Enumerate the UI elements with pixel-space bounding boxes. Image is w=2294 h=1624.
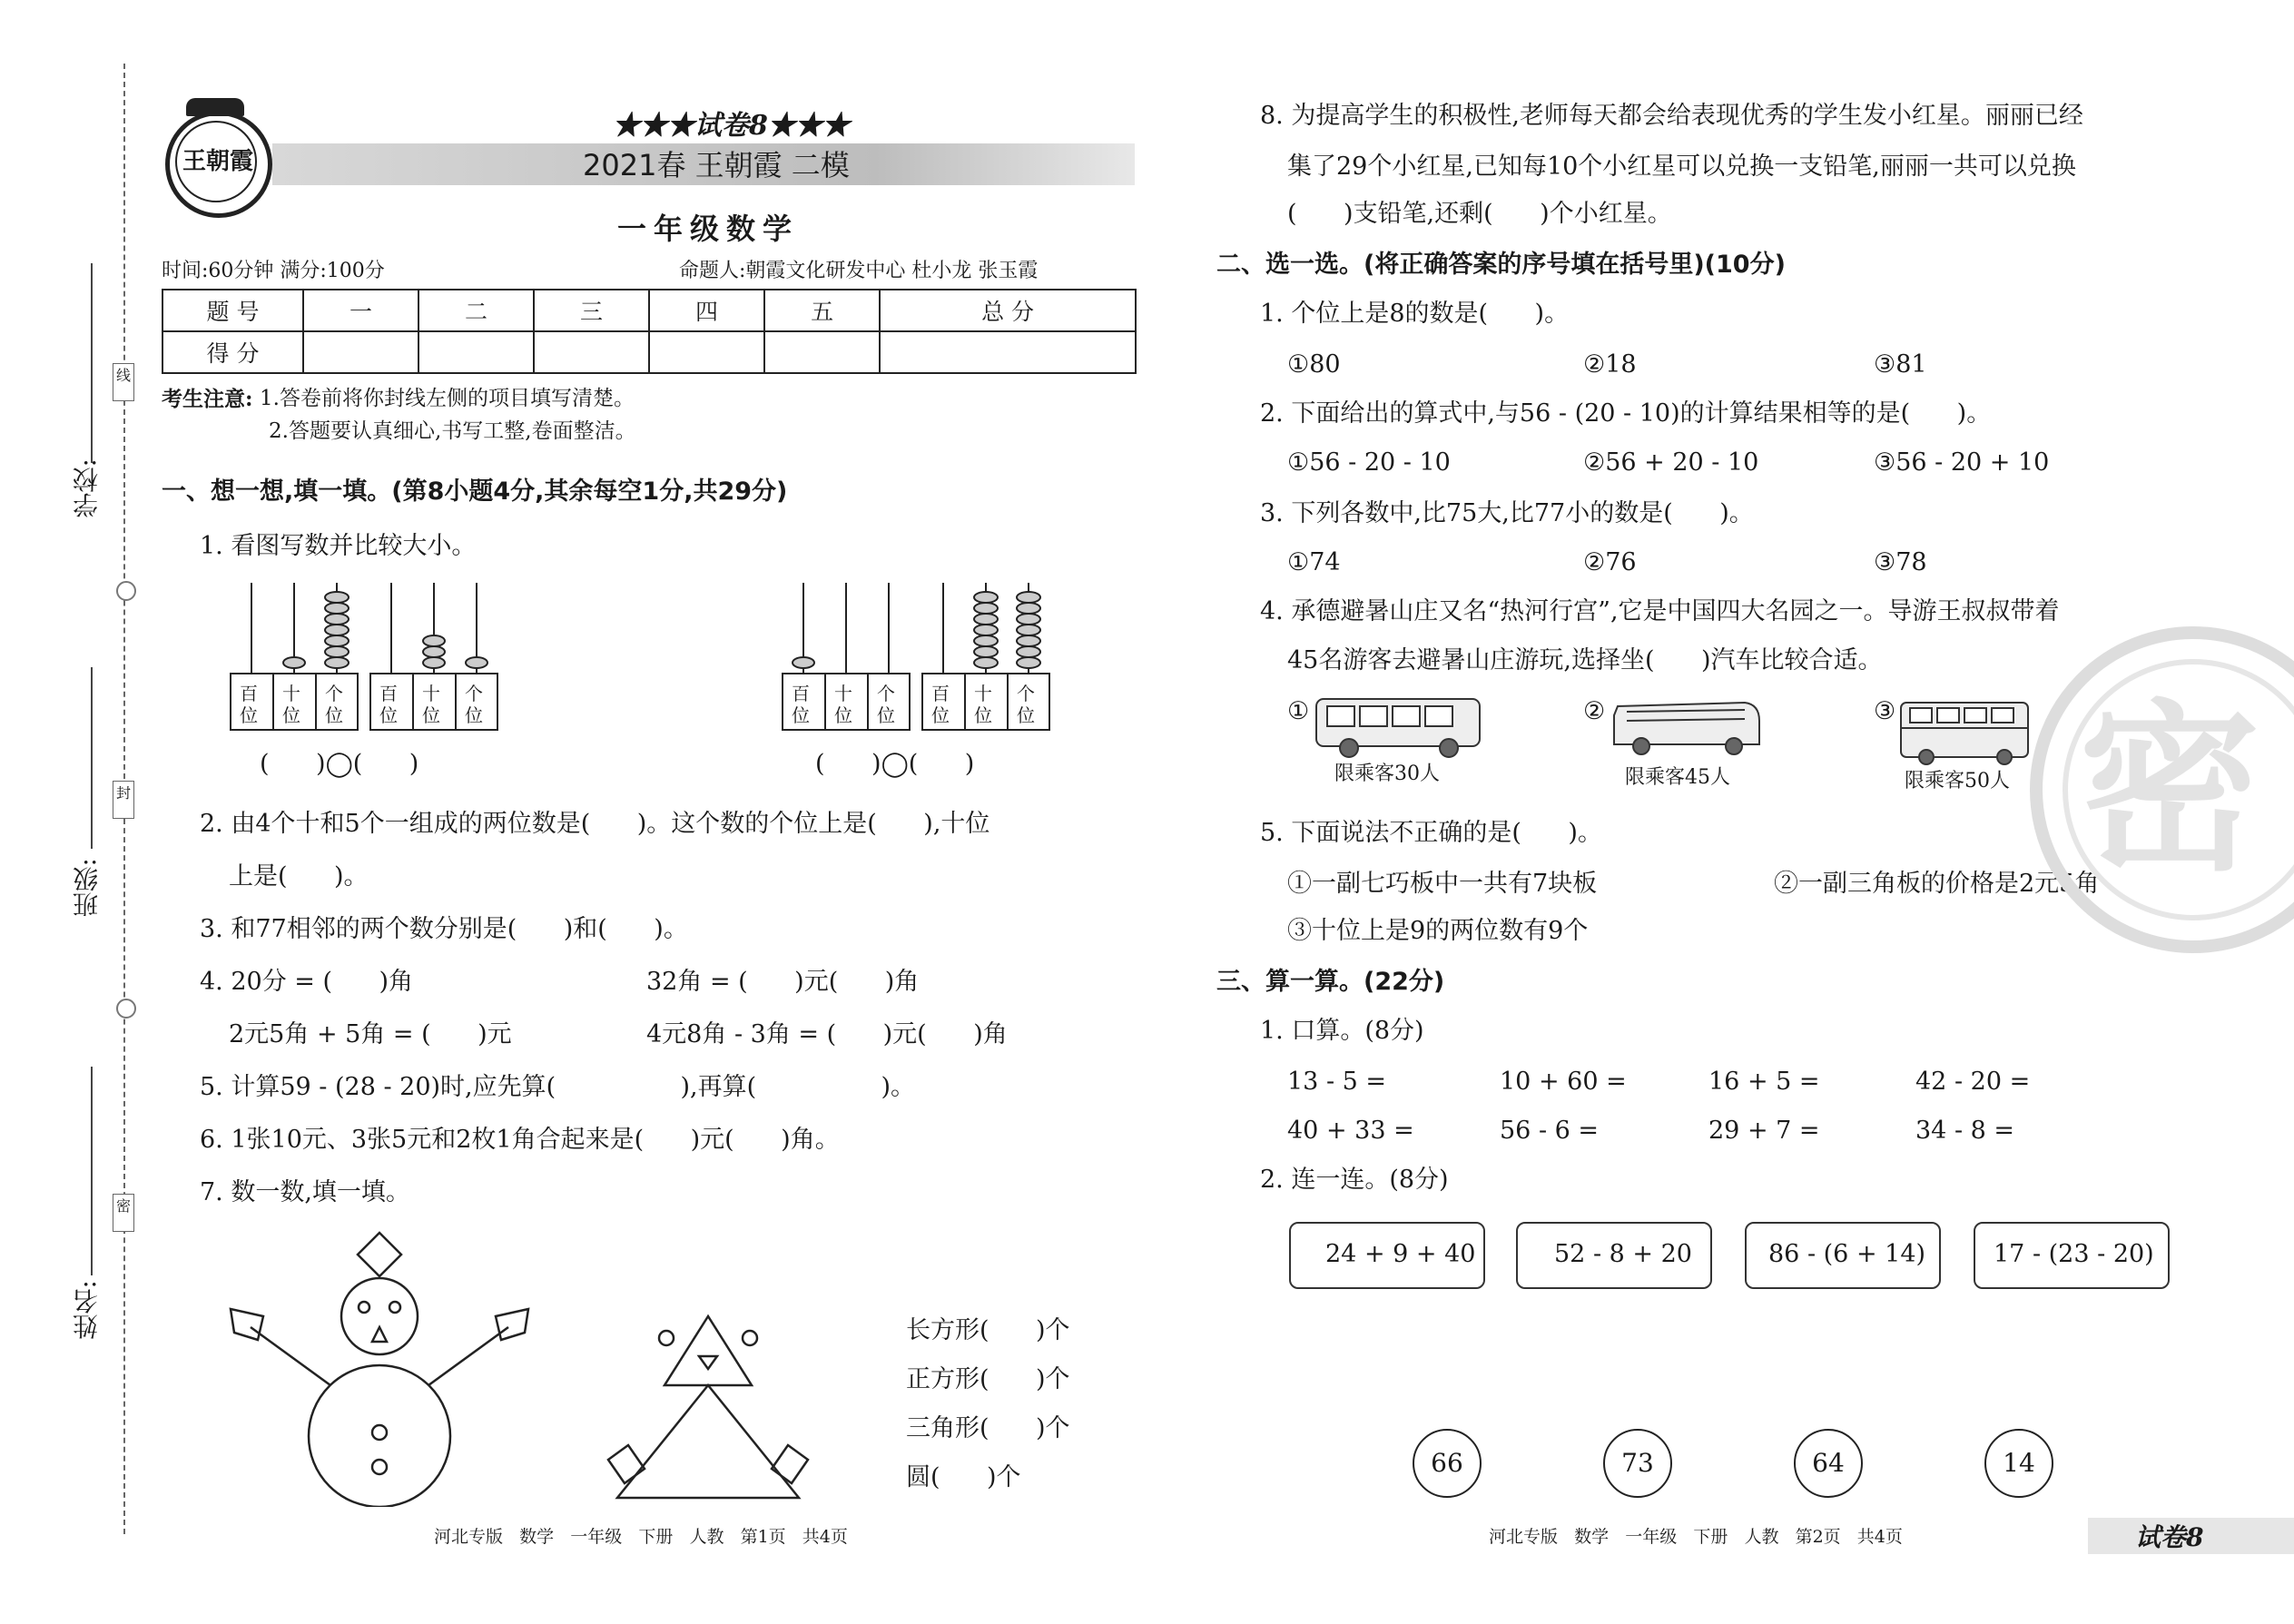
question-6: 6. 1张10元、3张5元和2枚1角合起来是( )元( )角。 <box>200 1126 840 1154</box>
abacus-label: 十 位 <box>422 683 440 726</box>
score-cell: 五 <box>764 290 880 331</box>
scroll-expression: 52 - 8 + 20 <box>1554 1240 1692 1268</box>
name-line <box>91 1067 93 1275</box>
notice-title: 考生注意: <box>162 387 253 411</box>
answer-value: 64 <box>1812 1448 1845 1478</box>
abacus-label: 个 位 <box>877 683 895 726</box>
score-input-cell[interactable] <box>534 331 649 373</box>
bus-label: 限乘客45人 <box>1625 766 1730 789</box>
s2-q2-option: ③56 - 20 + 10 <box>1874 448 2050 477</box>
question-1: 1. 看图写数并比较大小。 <box>200 532 477 560</box>
compare-blank-right[interactable]: ( )◯( ) <box>815 750 975 778</box>
subject-title: 一年级数学 <box>617 212 800 246</box>
count-triangle: 三角形( )个 <box>906 1414 1070 1442</box>
school-line <box>91 263 93 463</box>
question-7: 7. 数一数,填一填。 <box>200 1178 410 1206</box>
score-cell: 二 <box>418 290 534 331</box>
s2-question-4a: 4. 承德避暑山庄又名“热河行宫”,它是中国四大名园之一。导游王叔叔带着 <box>1260 597 2060 625</box>
score-table-score-row <box>162 331 1136 373</box>
logo-crown-icon <box>186 98 244 116</box>
triangle-body <box>617 1385 799 1498</box>
scroll-expression: 86 - (6 + 14) <box>1768 1240 1926 1268</box>
oral-calc: 10 + 60 = <box>1500 1068 1627 1096</box>
name-label: 姓名: <box>72 1280 102 1340</box>
score-input-cell[interactable] <box>649 331 764 373</box>
school-label: 学校: <box>72 458 102 518</box>
seal-dot-icon <box>116 999 136 1019</box>
abacus-label: 个 位 <box>465 683 483 726</box>
score-cell: 三 <box>534 290 649 331</box>
count-rectangle: 长方形( )个 <box>906 1316 1070 1344</box>
scroll-expression: 24 + 9 + 40 <box>1325 1240 1476 1268</box>
footer-left: 河北专版 数学 一年级 下册 人教 第1页 共4页 <box>434 1527 848 1547</box>
s2-q2-option: ①56 - 20 - 10 <box>1287 448 1451 477</box>
seal-box-2: 封 <box>113 781 134 819</box>
count-square: 正方形( )个 <box>906 1365 1070 1393</box>
abacus-label: 百 位 <box>792 683 810 726</box>
s2-q5-option: ③十位上是9的两位数有9个 <box>1287 917 1589 945</box>
bus-number: ① <box>1287 697 1310 725</box>
answer-value: 14 <box>2003 1448 2035 1478</box>
bus-number: ③ <box>1874 697 1896 725</box>
answer-circle[interactable] <box>1413 1429 1482 1498</box>
oral-calc: 56 - 6 = <box>1500 1117 1600 1145</box>
s2-q5-option: ②一副三角板的价格是2元5角 <box>1774 870 2100 898</box>
s2-q3-option: ②76 <box>1583 548 1637 576</box>
question-5: 5. 计算59 - (28 - 20)时,应先算( ),再算( )。 <box>200 1073 915 1101</box>
question-2a: 2. 由4个十和5个一组成的两位数是( )。这个数的个位上是( ),十位 <box>200 810 990 838</box>
s2-question-1: 1. 个位上是8的数是( )。 <box>1260 300 1570 328</box>
oral-calc: 16 + 5 = <box>1708 1068 1820 1096</box>
logo-seal <box>165 111 272 218</box>
score-input-cell[interactable] <box>764 331 880 373</box>
oral-calc: 13 - 5 = <box>1287 1068 1387 1096</box>
score-cell: 四 <box>649 290 764 331</box>
oral-calc: 34 - 8 = <box>1915 1117 2015 1145</box>
question-8b: 集了29个小红星,已知每10个小红星可以兑换一支铅笔,丽丽一共可以兑换 <box>1287 153 2076 181</box>
question-4a: 4. 20分 = ( )角 <box>200 968 414 996</box>
bus-icon <box>1897 695 2033 768</box>
question-4c: 2元5角 + 5角 = ( )元 <box>229 1020 512 1048</box>
seal-box-1: 线 <box>113 363 134 401</box>
abacus-label: 百 位 <box>379 683 398 726</box>
abacus-label: 百 位 <box>240 683 258 726</box>
authors: 命题人:朝霞文化研发中心 杜小龙 张玉霞 <box>679 260 1039 282</box>
s2-q5-option: ①一副七巧板中一共有7块板 <box>1287 870 1598 898</box>
answer-circle[interactable] <box>1794 1429 1863 1498</box>
s2-q1-option: ②18 <box>1583 350 1637 379</box>
s2-question-2: 2. 下面给出的算式中,与56 - (20 - 10)的计算结果相等的是( )。 <box>1260 399 1992 428</box>
snowman-head <box>341 1278 418 1354</box>
scroll-expression: 17 - (23 - 20) <box>1994 1240 2154 1268</box>
s3-question-1: 1. 口算。(8分) <box>1260 1017 1424 1045</box>
abacus-label: 个 位 <box>1017 683 1035 726</box>
bus-icon <box>1609 694 1763 763</box>
abacus-label: 百 位 <box>931 683 950 726</box>
question-4b: 32角 = ( )元( )角 <box>646 968 920 996</box>
s2-q2-option: ②56 + 20 - 10 <box>1583 448 1759 477</box>
score-table <box>162 289 1137 374</box>
s2-question-4b: 45名游客去避暑山庄游玩,选择坐( )汽车比较合适。 <box>1287 646 1883 674</box>
s2-question-3: 3. 下列各数中,比75大,比77小的数是( )。 <box>1260 499 1754 527</box>
logo-text: 王朝霞 <box>182 148 254 175</box>
score-cell: 一 <box>303 290 418 331</box>
count-circle: 圆( )个 <box>906 1463 1021 1491</box>
bus-label: 限乘客30人 <box>1334 763 1440 785</box>
score-cell: 得 分 <box>162 331 303 373</box>
answer-value: 66 <box>1431 1448 1463 1478</box>
class-line <box>91 667 93 849</box>
score-cell: 总 分 <box>880 290 1136 331</box>
s2-q3-option: ③78 <box>1874 548 1927 576</box>
s2-question-5: 5. 下面说法不正确的是( )。 <box>1260 819 1602 847</box>
seal-character: 密 <box>2079 683 2261 896</box>
score-input-cell[interactable] <box>418 331 534 373</box>
triangle-head <box>665 1316 752 1385</box>
abacus-label: 十 位 <box>974 683 992 726</box>
compare-blank-left[interactable]: ( )◯( ) <box>260 750 419 778</box>
s2-q1-option: ①80 <box>1287 350 1341 379</box>
abacus-label: 个 位 <box>325 683 343 726</box>
score-cell: 题 号 <box>162 290 303 331</box>
class-label: 班级: <box>72 858 102 918</box>
abacus-label: 十 位 <box>834 683 852 726</box>
footer-right: 河北专版 数学 一年级 下册 人教 第2页 共4页 <box>1489 1527 1903 1547</box>
diamond-hat <box>358 1233 401 1276</box>
answer-circle[interactable] <box>1984 1429 2053 1498</box>
seal-dot-icon <box>116 581 136 601</box>
answer-circle[interactable] <box>1603 1429 1672 1498</box>
paper-label: ★★★试卷8★★★ <box>613 110 850 142</box>
oral-calc: 29 + 7 = <box>1708 1117 1820 1145</box>
score-input-cell[interactable] <box>303 331 418 373</box>
oral-calc: 40 + 33 = <box>1287 1117 1414 1145</box>
bus-icon <box>1313 690 1485 763</box>
notice-line-1: 1.答卷前将你封线左侧的项目填写清楚。 <box>260 387 635 410</box>
section2-heading: 二、选一选。(将正确答案的序号填在括号里)(10分) <box>1216 251 1786 279</box>
footer-badge: 试卷8 <box>2135 1522 2204 1552</box>
seal-box-3: 密 <box>113 1194 134 1232</box>
score-input-cell[interactable] <box>880 331 1136 373</box>
bus-label: 限乘客50人 <box>1905 770 2010 792</box>
time-info: 时间:60分钟 满分:100分 <box>162 260 385 282</box>
snowman-body <box>309 1365 450 1507</box>
abacus-label: 十 位 <box>282 683 300 726</box>
question-2b: 上是( )。 <box>229 862 369 891</box>
question-8a: 8. 为提高学生的积极性,老师每天都会给表现优秀的学生发小红星。丽丽已经 <box>1260 102 2083 130</box>
s2-q3-option: ①74 <box>1287 548 1341 576</box>
bus-number: ② <box>1583 697 1606 725</box>
shape-figures <box>218 1225 853 1507</box>
s3-question-2: 2. 连一连。(8分) <box>1260 1166 1449 1194</box>
question-8c: ( )支铅笔,还剩( )个小红星。 <box>1287 200 1672 228</box>
answer-value: 73 <box>1621 1448 1654 1478</box>
section3-heading: 三、算一算。(22分) <box>1216 968 1445 996</box>
s2-q1-option: ③81 <box>1874 350 1927 379</box>
notice-line-2: 2.答题要认真细心,书写工整,卷面整洁。 <box>269 419 636 443</box>
exam-title: 2021春 王朝霞 二模 <box>583 148 850 182</box>
section1-heading: 一、想一想,填一填。(第8小题4分,其余每空1分,共29分) <box>162 477 788 506</box>
score-table-header-row <box>162 290 1136 331</box>
question-3: 3. 和77相邻的两个数分别是( )和( )。 <box>200 915 688 943</box>
oral-calc: 42 - 20 = <box>1915 1068 2031 1096</box>
question-4d: 4元8角 - 3角 = ( )元( )角 <box>646 1020 1008 1048</box>
